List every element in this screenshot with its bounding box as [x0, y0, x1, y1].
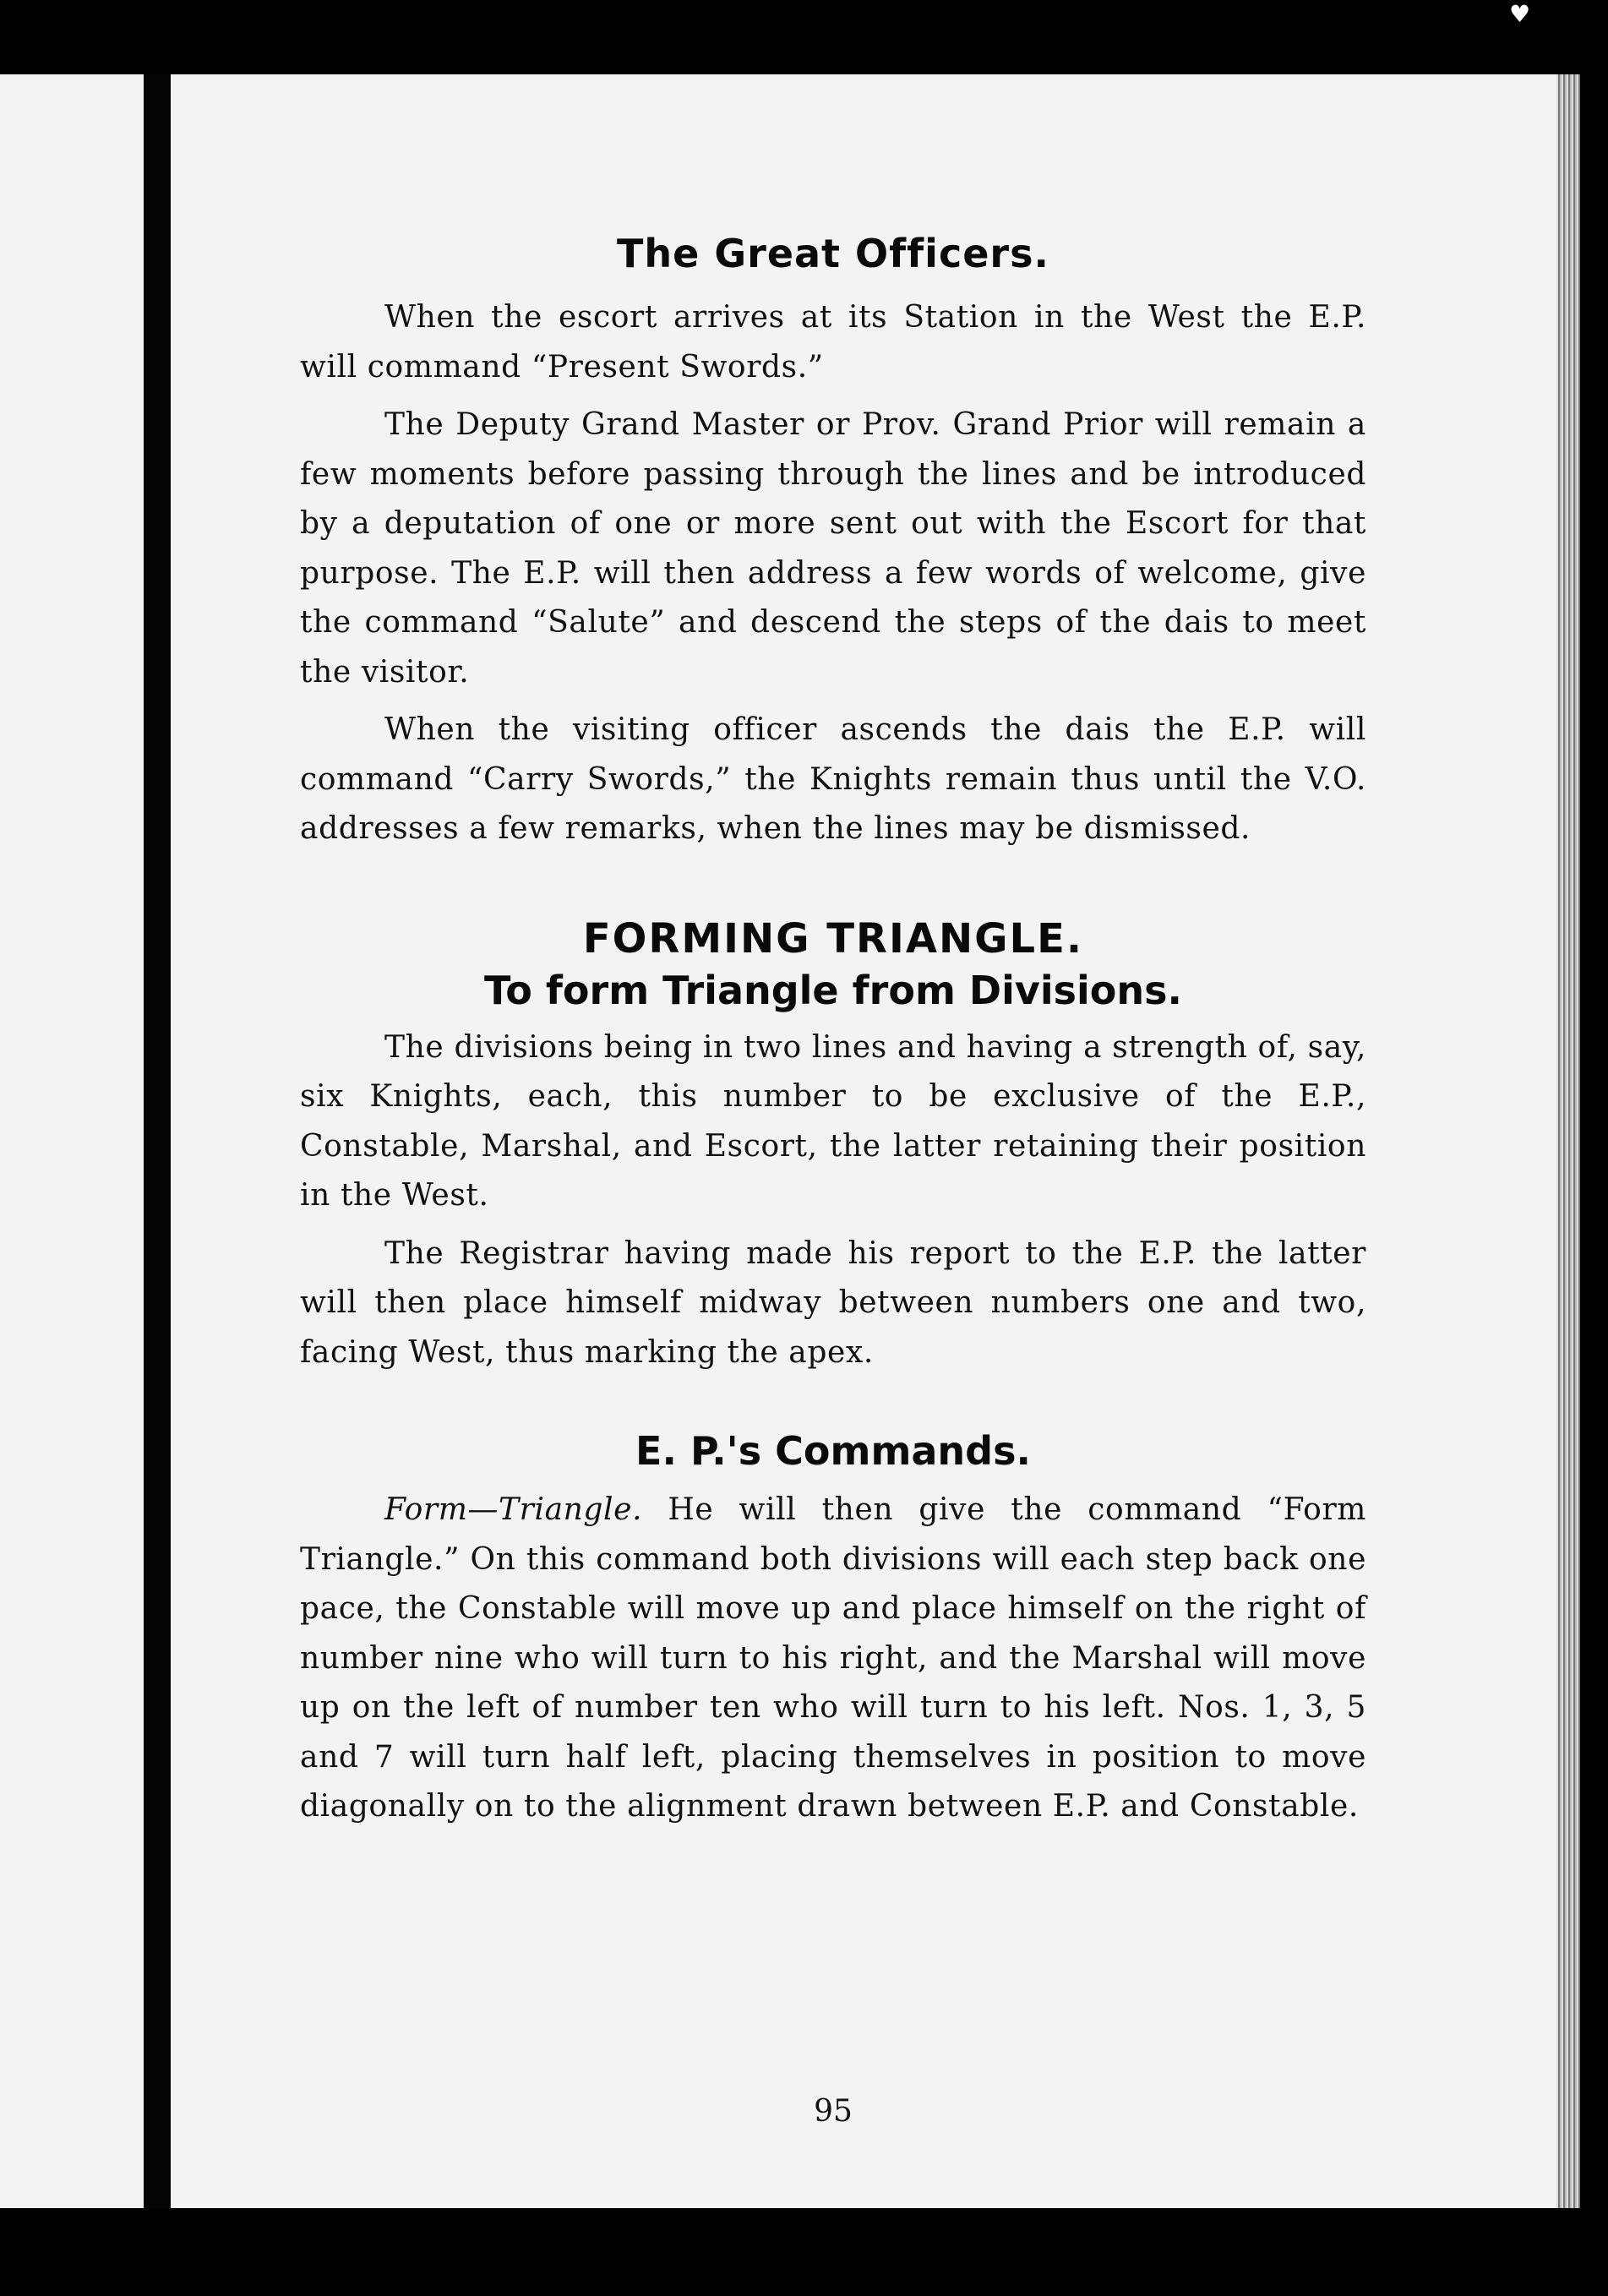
command-text: He will then give the command “Form Triangle.” On this command both divisions will each step back one pace, the Constable will move up and place himself on the right of number nine who will turn to his right, and the Marshal will move up on the left of number ten who will turn to his left. Nos. 1, 3, 5 and 7 will turn half left, placing themselves in position to move diagonally on to the alignment drawn between E.P. and Constable.: [300, 1492, 1366, 1824]
heading-ep-commands: E. P.'s Commands.: [635, 1428, 1031, 1474]
paragraph: The Deputy Grand Master or Prov. Grand Prior will remain a few moments before passing through the lines and be introduced by a deputation of one or more sent out with the Escort for that purpose. The E.P. will then address a few words of welcome, give the command “Salute” and descend the steps of the dais to meet the visitor.: [300, 407, 1366, 690]
page-number: 95: [814, 2094, 853, 2129]
corner-mark: ♥: [1509, 0, 1531, 28]
paragraph: The Registrar having made his report to the E.P. the latter will then place himself midway between numbers one and two, facing West, thus marking the apex.: [300, 1235, 1366, 1370]
heading-forming-triangle: FORMING TRIANGLE.: [582, 914, 1084, 963]
paragraph: When the visiting officer ascends the dais the E.P. will command “Carry Swords,” the Knights remain thus until the V.O. addresses a few remarks, when the lines may be dismissed.: [300, 712, 1366, 846]
facing-page-edge: [0, 74, 144, 2208]
paragraph-form-triangle: [300, 1486, 1366, 1832]
heading-great-officers: The Great Officers.: [617, 231, 1049, 276]
book-gutter: [144, 74, 171, 2208]
command-lead: Form—Triangle.: [384, 1492, 643, 1527]
paragraph: When the escort arrives at its Station in the West the E.P. will command “Present Swords.”: [300, 300, 1366, 384]
subheading-triangle-from-divisions: To form Triangle from Divisions.: [484, 967, 1182, 1013]
paragraph: The divisions being in two lines and having a strength of, say, six Knights, each, this number to be exclusive of the E.P., Constable, Marshal, and Escort, the latter retaining their position in the West.: [300, 1029, 1366, 1213]
page-edge-stack: [1556, 74, 1580, 2208]
book-page: [171, 74, 1556, 2208]
page-content: [300, 231, 1366, 2129]
